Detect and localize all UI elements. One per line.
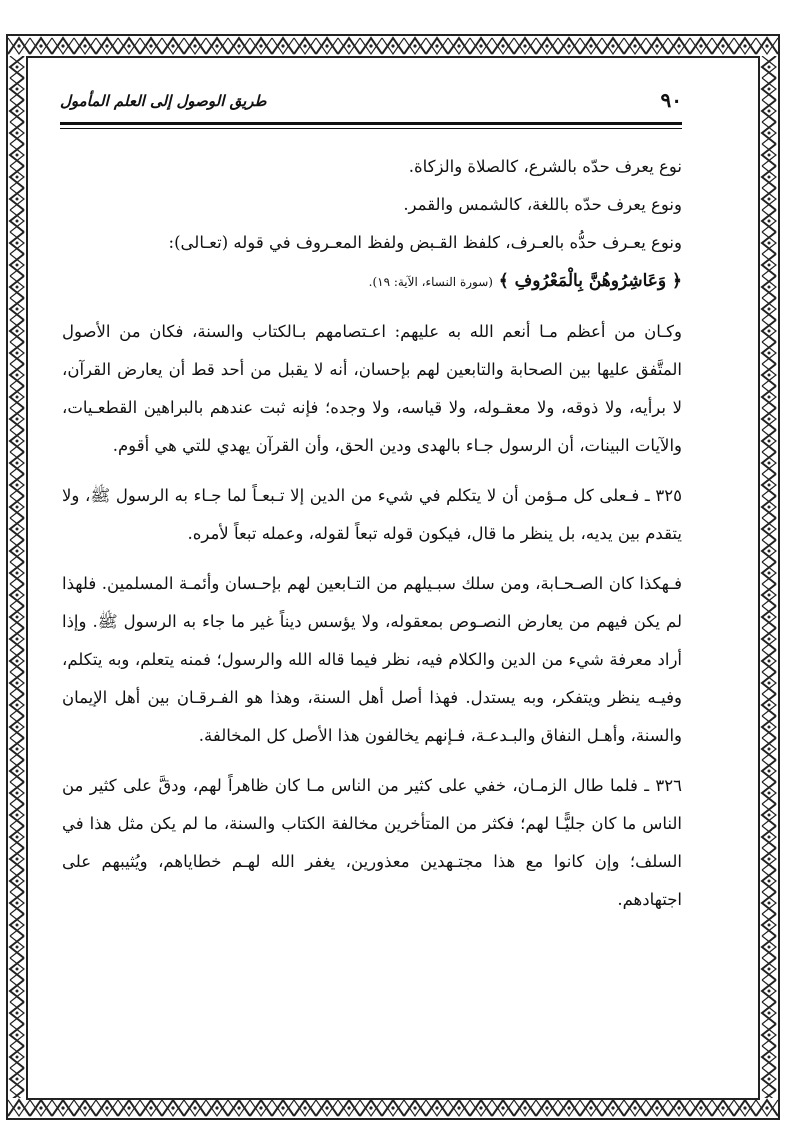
paragraph-326: ٣٢٦ ـ فلما طال الزمـان، خفي على كثير من الناس مـا كان ظاهراً لهم، ودقَّ على كثير من الناس ما كان جليًّـا لهم؛ فكثر من المتأخرين مخالفة الكتاب والسنة، ما لم يكن مثل هذا في السلف؛ وإن كانوا مع هذا مجتـهدين معذورين، يغفر الله لهـم خطاياهم، ويُثيبهم على اجتهادهم.	[62, 776, 682, 909]
ornament-band-left	[8, 56, 26, 1098]
paragraph: وكـان من أعظم مـا أنعم الله به عليهم: اعـتصامهم بـالكتاب والسنة، فكان من الأصول المتَّفق عليها بين الصحابة والتابعين لهم بإحسان، أنه لا يقبل من أحد قط أن يعارض القرآن، لا برأيه، ولا ذوقه، ولا معقـوله، ولا قياسه، ولا وجده؛ فإنه ثبت عندهم بالبراهين القطعـيات، والآيات البينات، أن الرسول جـاء بالهدى ودين الحق، وأن القرآن يهدي للتي هي أقوم.	[62, 322, 682, 455]
text-line: نوع يعرف حدّه بالشرع، كالصلاة والزكاة.	[408, 157, 682, 176]
text-line: ونوع يعـرف حدُّه بالعـرف، كلفظ القـبض ولفظ المعـروف في قوله (تعـالى):	[168, 233, 682, 252]
text-line: ونوع يعرف حدّه باللغة، كالشمس والقمر.	[403, 195, 682, 214]
ornament-band-top	[8, 36, 778, 56]
page-header	[60, 86, 682, 122]
ornament-band-bottom	[8, 1098, 778, 1118]
header-rule-thick	[60, 122, 682, 125]
running-title: طريق الوصول إلى العلم المأمول	[60, 92, 267, 110]
paragraph-325: ٣٢٥ ـ فـعلى كل مـؤمن أن لا يتكلم في شيء من الدين إلا تـبعـاً لما جـاء به الرسول ﷺ، ولا يتقدم بين يديه، بل ينظر ما قال، فيكون قوله تبعاً لقوله، وعمله تبعاً لأمره.	[62, 486, 682, 543]
quran-verse: ﴿ وَعَاشِرُوهُنَّ بِالْمَعْرُوفِ ﴾	[498, 271, 682, 291]
page-body	[62, 148, 682, 931]
header-rule-thin	[60, 128, 682, 129]
quran-reference: (سورة النساء، الآية: ١٩).	[368, 275, 493, 289]
page-number: ٩٠	[660, 88, 682, 112]
quran-citation	[62, 262, 682, 301]
paragraph: فـهكذا كان الصـحـابة، ومن سلك سبـيلهم من التـابعين لهم بإحـسان وأئمـة المسلمين. فلهذا لم يكن فيهم من يعارض النصـوص بمعقوله، ولا يؤسس ديناً غير ما جاء به الرسول ﷺ. وإذا أراد معرفة شيء من الدين والكلام فيه، نظر فيما قاله الله والرسول؛ فمنه يتعلم، وبه يتكلم، وفيـه ينظر ويتفكر، وبه يستدل. فهذا أصل أهل السنة، وهذا هو الفـرقـان بين أهل الإيمان والسنة، وأهـل النفاق والبـدعـة، فـإنهم يخالفون هذا الأصل كل المخالفة.	[62, 574, 682, 745]
ornament-band-right	[760, 56, 778, 1098]
